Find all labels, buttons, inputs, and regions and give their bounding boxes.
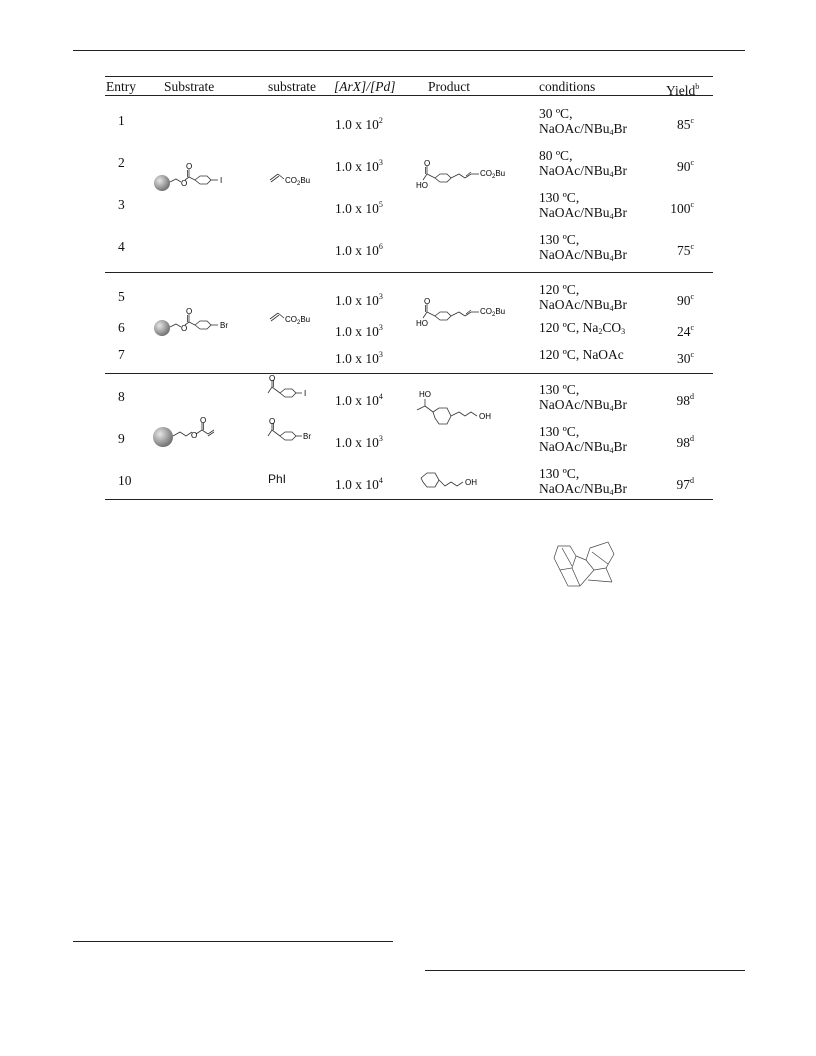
header-conditions: conditions (539, 79, 596, 94)
ratio-value: 1.0 x $10^4$ (335, 476, 383, 492)
footnote-rule (73, 941, 393, 942)
ketone-oxygen-label-2: O (269, 417, 276, 426)
condition-temperature: 30 ºC, (539, 106, 573, 121)
entry-number: 1 (118, 113, 125, 128)
yield-value: 30$^c$ (676, 350, 694, 366)
iodo-label-2: I (304, 389, 307, 398)
condition-base: NaOAc/NBu$_4$Br (539, 481, 627, 497)
resin-bead-icon (154, 175, 170, 191)
yield-value: 98$^d$ (676, 434, 694, 450)
svg-text:CO2Bu: $CO_2Bu$ (480, 169, 506, 180)
yield-value: 100$^c$ (670, 200, 694, 216)
bromo-label-2: Br (303, 432, 311, 441)
product-ho-label: HO (416, 181, 428, 190)
table-group1-rule (105, 272, 713, 273)
resin-iodobenzoate-structure (152, 160, 242, 200)
carbonyl-oxygen-label: O (186, 162, 193, 171)
ratio-value: 1.0 x $10^4$ (335, 392, 383, 408)
footer-rule (425, 970, 745, 971)
svg-text:CO2Bu: $CO_2Bu$ (285, 315, 311, 326)
condition-base: NaOAc/NBu$_4$Br (539, 163, 627, 179)
iodoacetophenone-structure (266, 374, 330, 407)
butyl-acrylate-structure-2 (268, 307, 328, 327)
iodo-label: I (220, 176, 223, 185)
diol-product-structure (413, 388, 523, 438)
table-top-rule (105, 76, 713, 77)
svg-text:CO2Bu: $CO_2Bu$ (285, 176, 311, 187)
entry-number: 10 (118, 473, 132, 488)
condition-base: NaOAc/NBu$_4$Br (539, 439, 627, 455)
condition-base: NaOAc/NBu$_4$Br (539, 205, 627, 221)
acrylate-carbonyl-oxygen: O (200, 416, 207, 425)
ratio-value: 1.0 x $10^3$ (335, 323, 383, 339)
yield-value: 75$^c$ (676, 242, 694, 258)
cinnamate-acid-product-structure (413, 160, 533, 200)
condition-temperature: 130 ºC, (539, 382, 580, 397)
ratio-value: 1.0 x $10^6$ (335, 242, 383, 258)
ratio-value: 1.0 x $10^3$ (335, 158, 383, 174)
page-top-rule (73, 50, 745, 51)
diol-ho-label: HO (419, 390, 431, 399)
table-header-rule (105, 95, 713, 96)
diol-oh-label: OH (479, 412, 491, 421)
propanol-oh-label: OH (465, 478, 477, 487)
resin-bead-icon-3 (153, 427, 173, 447)
condition-temperature: 120 ºC, (539, 282, 580, 297)
yield-value: 24$^c$ (676, 323, 694, 339)
carbonyl-oxygen-label-2: O (186, 307, 193, 316)
phenylpropanol-structure (415, 468, 525, 498)
ratio-value: 1.0 x $10^5$ (335, 200, 383, 216)
entry-number: 5 (118, 289, 125, 304)
product2-ho-label: HO (416, 319, 428, 328)
entry-number: 4 (118, 239, 125, 254)
entry-number: 9 (118, 431, 125, 446)
header-substrate: Substrate (164, 79, 215, 94)
condition-temperature: 130 ºC, (539, 466, 580, 481)
header-entry: Entry (106, 79, 136, 94)
resin-bead-icon-2 (154, 320, 170, 336)
entry-number: 3 (118, 197, 125, 212)
yield-value: 90$^c$ (676, 158, 694, 174)
header-yield: Yield$^b$ (666, 82, 700, 98)
condition-single: 120 ºC, $Na_2CO_3$ (539, 320, 626, 336)
condition-temperature: 130 ºC, (539, 190, 580, 205)
header-ratio: [ArX]/[Pd] (334, 79, 396, 94)
oxygen-label-2: O (181, 324, 188, 333)
header-substrate-2: substrate (268, 79, 316, 94)
yield-value: 90$^c$ (676, 292, 694, 308)
bromoacetophenone-structure (266, 417, 330, 450)
condition-temperature: 130 ºC, (539, 232, 580, 247)
entry-number: 7 (118, 347, 125, 362)
oxygen-label: O (181, 179, 188, 188)
svg-text:CO2Bu: $CO_2Bu$ (480, 307, 506, 318)
ratio-value: 1.0 x $10^3$ (335, 292, 383, 308)
condition-base: NaOAc/NBu$_4$Br (539, 297, 627, 313)
condition-single: 120 ºC, NaOAc (539, 347, 624, 362)
acrylate-oxygen-label: O (191, 431, 198, 440)
entry-number: 8 (118, 389, 125, 404)
ratio-value: 1.0 x $10^2$ (335, 116, 383, 132)
yield-footnote-mark: b (695, 82, 700, 91)
resin-acrylate-structure (150, 418, 240, 458)
decorative-fragment-graphic (550, 540, 620, 592)
condition-base: NaOAc/NBu$_4$Br (539, 247, 627, 263)
cinnamate-acid-product-structure-2 (413, 298, 533, 338)
butyl-acrylate-structure (268, 168, 328, 188)
condition-base: NaOAc/NBu$_4$Br (539, 397, 627, 413)
header-product: Product (428, 79, 470, 94)
bromo-label: Br (220, 321, 228, 330)
entry-number: 6 (118, 320, 125, 335)
entry-number: 2 (118, 155, 125, 170)
phi-label: PhI (268, 472, 287, 486)
condition-temperature: 80 ºC, (539, 148, 573, 163)
condition-temperature: 130 ºC, (539, 424, 580, 439)
resin-bromobenzoate-structure (152, 305, 252, 345)
yield-value: 97$^d$ (676, 476, 694, 492)
yield-value: 98$^d$ (676, 392, 694, 408)
yield-value: 85$^c$ (676, 116, 694, 132)
ratio-value: 1.0 x $10^3$ (335, 350, 383, 366)
ratio-value: 1.0 x $10^3$ (335, 434, 383, 450)
condition-base: NaOAc/NBu$_4$Br (539, 121, 627, 137)
table-group2-rule (105, 373, 713, 374)
product-carbonyl-oxygen: O (424, 159, 431, 168)
product2-carbonyl-oxygen: O (424, 297, 431, 306)
ketone-oxygen-label: O (269, 374, 276, 383)
